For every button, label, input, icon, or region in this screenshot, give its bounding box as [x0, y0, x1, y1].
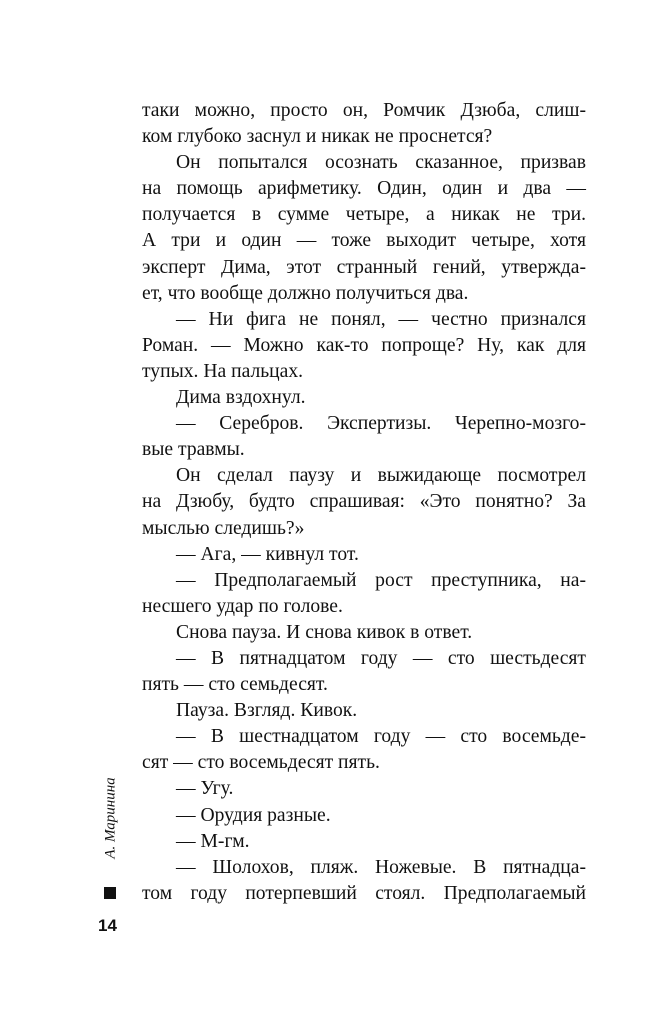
text-line: Роман. — Можно как-то попроще? Ну, как для	[142, 334, 586, 356]
text-line: — Ни фига не понял, — честно признался	[176, 308, 586, 330]
text-line: А три и один — тоже выходит четыре, хотя	[142, 230, 586, 252]
page-number: 14	[98, 916, 117, 935]
text-line: — Угу.	[176, 778, 234, 800]
text-line: таки можно, просто он, Ромчик Дзюба, слиш-	[142, 100, 586, 121]
text-line: получается в сумме четыре, а никак не три.	[142, 204, 586, 226]
text-line: эксперт Дима, этот странный гений, утвержда-	[142, 256, 586, 278]
text-line: на Дзюбу, будто спрашивая: «Это понятно? За	[142, 491, 586, 513]
text-line: — Шолохов, пляж. Ножевые. В пятнадца-	[176, 856, 586, 878]
text-line: Снова пауза. И снова кивок в ответ.	[176, 621, 473, 643]
text-line: том году потерпевший стоял. Предполагаемый	[142, 882, 586, 904]
text-line: — Предполагаемый рост преступника, на-	[176, 569, 586, 591]
body-text	[142, 98, 586, 907]
text-line: сят — сто восемьдесят пять.	[142, 752, 380, 774]
text-line: на помощь арифметику. Один, один и два —	[142, 178, 586, 200]
text-line: — Серебров. Экспертизы. Черепно-мозго-	[176, 413, 586, 435]
text-line: Он попытался осознать сказанное, призвав	[176, 152, 586, 174]
square-marker-icon	[104, 887, 116, 899]
text-line: — В шестнадцатом году — сто восемьде-	[176, 726, 586, 748]
author-name: А. Маринина	[102, 777, 119, 859]
text-line: — М-гм.	[176, 830, 250, 852]
text-line: мыслью следишь?»	[142, 517, 305, 539]
text-line: несшего удар по голове.	[142, 595, 343, 617]
text-line: Он сделал паузу и выжидающе посмотрел	[176, 465, 586, 487]
text-line: — Орудия разные.	[176, 804, 331, 826]
text-line: Пауза. Взгляд. Кивок.	[176, 700, 358, 722]
text-line: — Ага, — кивнул тот.	[176, 543, 359, 565]
text-line: ет, что вообще должно получиться два.	[142, 282, 469, 304]
text-line: Дима вздохнул.	[176, 387, 306, 409]
text-line: тупых. На пальцах.	[142, 360, 304, 382]
text-line: пять — сто семьдесят.	[142, 674, 328, 696]
text-line: — В пятнадцатом году — сто шестьдесят	[176, 647, 586, 669]
text-line: вые травмы.	[142, 439, 245, 461]
text-line: ком глубоко заснул и никак не проснется?	[142, 126, 493, 148]
